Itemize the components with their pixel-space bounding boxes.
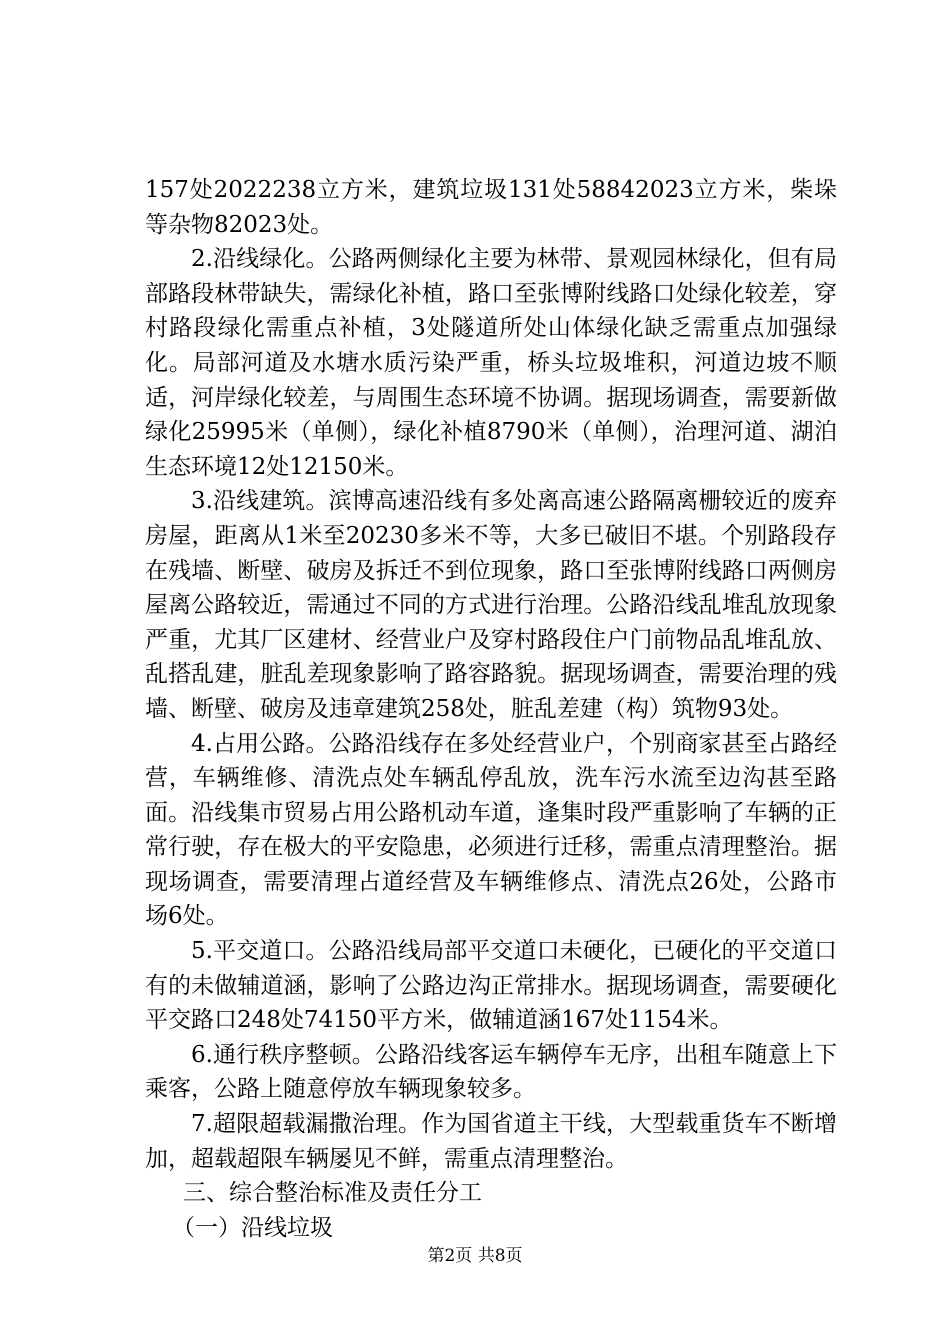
subsection-heading: （一）沿线垃圾 bbox=[172, 1214, 333, 1241]
document-body bbox=[145, 173, 837, 1245]
section-heading: 三、综合整治标准及责任分工 bbox=[183, 1180, 482, 1207]
paragraph-traffic-order: 6.通行秩序整顿。公路沿线客运车辆停车无序，出租车随意上下乘客，公路上随意停放车辆现象较多。 bbox=[145, 1041, 837, 1103]
page-footer: 第2页 共8页 bbox=[427, 1246, 523, 1266]
paragraph-continuation: 157处2022238立方米，建筑垃圾131处58842023立方米，柴垛等杂物82023处。 bbox=[145, 177, 837, 238]
paragraph-roadside-buildings: 3.沿线建筑。滨博高速沿线有多处离高速公路隔离栅较近的废弃房屋，距离从1米至20230多米不等，大多已破旧不堪。个别路段存在残墙、断壁、破房及拆迁不到位现象，路口至张博附线路口两侧房屋离公路较近，需通过不同的方式进行治理。公路沿线乱堆乱放现象严重，尤其厂区建材、经营业户及穿村路段住户门前物品乱堆乱放、乱搭乱建，脏乱差现象影响了路容路貌。据现场调查，需要治理的残墙、断壁、破房及违章建筑258处，脏乱差建（构）筑物93处。 bbox=[145, 488, 837, 722]
paragraph-road-occupation: 4.占用公路。公路沿线存在多处经营业户，个别商家甚至占路经营，车辆维修、清洗点处车辆乱停乱放，洗车污水流至边沟甚至路面。沿线集市贸易占用公路机动车道，逢集时段严重影响了车辆的正常行驶，存在极大的平安隐患，必须进行迁移，需重点清理整治。据现场调查，需要清理占道经营及车辆维修点、清洗点26处，公路市场6处。 bbox=[145, 730, 837, 930]
paragraph-roadside-greening: 2.沿线绿化。公路两侧绿化主要为林带、景观园林绿化，但有局部路段林带缺失，需绿化补植，路口至张博附线路口处绿化较差，穿村路段绿化需重点补植，3处隧道所处山体绿化缺乏需重点加强绿化。局部河道及水塘水质污染严重，桥头垃圾堆积，河道边坡不顺适，河岸绿化较差，与周围生态环境不协调。据现场调查，需要新做绿化25995米（单侧），绿化补植8790米（单侧），治理河道、湖泊生态环境12处12150米。 bbox=[145, 246, 837, 480]
paragraph-level-crossings: 5.平交道口。公路沿线局部平交道口未硬化，已硬化的平交道口有的未做辅道涵，影响了公路边沟正常排水。据现场调查，需要硬化平交路口248处74150平方米，做辅道涵167处1154米。 bbox=[145, 938, 837, 1034]
paragraph-overload-control: 7.超限超载漏撒治理。作为国省道主干线，大型载重货车不断增加，超载超限车辆屡见不鲜，需重点清理整治。 bbox=[145, 1111, 837, 1172]
